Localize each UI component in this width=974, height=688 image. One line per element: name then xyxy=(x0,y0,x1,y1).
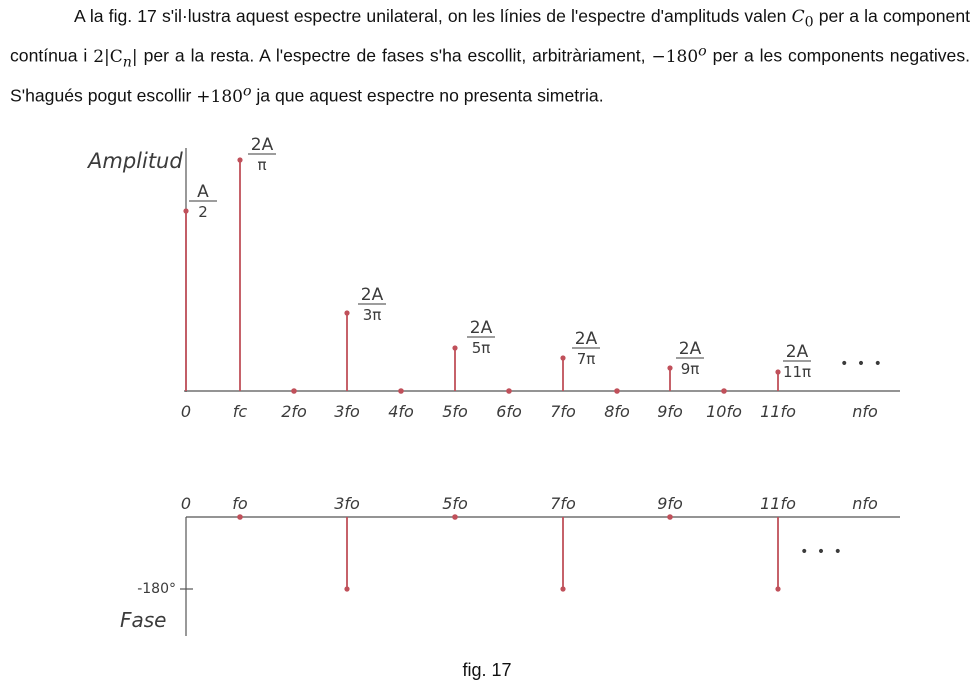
amplitude-x-tick-label: 9fo xyxy=(657,402,683,421)
phase-x-tick-label: 0 xyxy=(180,494,192,513)
amplitude-label-numerator: 2A xyxy=(360,285,384,305)
amplitude-label-denominator: 5π xyxy=(471,339,491,357)
text-part-2: per a la component contínua i xyxy=(10,6,970,67)
phase-x-tick-label: 3fo xyxy=(334,494,360,513)
phase-stem-dot xyxy=(344,586,349,591)
amplitude-x-tick-label: 10fo xyxy=(706,402,742,421)
phase-y-tick-label: -180° xyxy=(137,581,176,597)
phase-zero-dot xyxy=(452,514,458,520)
figure-17 xyxy=(0,120,974,640)
phase-x-tick-label: 7fo xyxy=(550,494,576,513)
amplitude-label-numerator: 2A xyxy=(785,342,809,362)
minus-180-degree: o xyxy=(698,43,707,60)
amplitude-label-denominator: 2 xyxy=(198,203,208,221)
amplitude-label-numerator: A xyxy=(197,182,209,202)
amplitude-stem-dot xyxy=(775,369,780,374)
c0-subscript: 0 xyxy=(804,14,814,31)
amplitude-x-tick-label: 4fo xyxy=(388,402,414,421)
amplitude-zero-dot xyxy=(398,388,404,394)
amplitude-stem-dot xyxy=(344,310,349,315)
phase-x-tick-label: nfo xyxy=(852,494,878,513)
c0-symbol xyxy=(791,7,814,31)
phase-zero-dot xyxy=(667,514,673,520)
paragraph xyxy=(10,2,970,112)
plus-180-degree: o xyxy=(242,83,252,100)
phase-axis-label: Fase xyxy=(120,608,167,632)
amplitude-x-tick-label: fc xyxy=(232,402,248,421)
phase-x-tick-label: fo xyxy=(232,494,248,513)
c0-letter: C xyxy=(791,7,805,27)
amplitude-label-denominator: 9π xyxy=(680,360,700,378)
phase-x-tick-label: 5fo xyxy=(442,494,468,513)
paragraph-text xyxy=(10,2,970,112)
amplitude-x-tick-label: 0 xyxy=(180,402,192,421)
amplitude-label-numerator: 2A xyxy=(574,329,598,349)
phase-stem-dot xyxy=(775,586,780,591)
amplitude-label-denominator: 3π xyxy=(362,306,382,324)
figure-caption: fig. 17 xyxy=(462,660,512,680)
text-part-3: per a la resta. A l'espectre de fases s'ha escollit, arbitràriament, xyxy=(137,46,652,67)
cn-suffix: | xyxy=(131,47,138,68)
minus-180-value: −180 xyxy=(651,47,699,68)
amplitude-label-numerator: 2A xyxy=(250,135,274,155)
phase-x-tick-label: 9fo xyxy=(657,494,683,513)
amplitude-stem-dot xyxy=(560,355,565,360)
text-part-1: A la fig. 17 s'il·lustra aquest espectre unilateral, on les línies de l'espectre d'amplituds valen xyxy=(74,6,792,26)
amplitude-x-tick-label: nfo xyxy=(852,402,878,421)
phase-x-tick-label: 11fo xyxy=(760,494,796,513)
cn-subscript: n xyxy=(122,54,132,71)
amplitude-label-denominator: 11π xyxy=(782,363,812,381)
amplitude-label-denominator: 7π xyxy=(576,350,596,368)
amplitude-label-numerator: 2A xyxy=(469,318,493,338)
minus-180-symbol xyxy=(651,43,707,68)
amplitude-axis-label: Amplitud xyxy=(88,149,183,173)
amplitude-x-tick-label: 11fo xyxy=(760,402,796,421)
amplitude-x-tick-label: 5fo xyxy=(442,402,468,421)
amplitude-stem-dot xyxy=(452,345,457,350)
cn-symbol xyxy=(93,47,138,71)
plus-180-value: +180 xyxy=(196,87,243,108)
text-part-5: ja que aquest espectre no presenta simetria. xyxy=(251,86,604,107)
ellipsis-icon: • • • xyxy=(800,544,844,560)
amplitude-x-tick-label: 8fo xyxy=(604,402,630,421)
amplitude-x-tick-label: 3fo xyxy=(334,402,360,421)
amplitude-x-tick-label: 2fo xyxy=(281,402,307,421)
amplitude-x-tick-label: 7fo xyxy=(550,402,576,421)
amplitude-stem-dot xyxy=(183,208,188,213)
amplitude-stem-dot xyxy=(237,157,242,162)
ellipsis-icon: • • • xyxy=(840,356,884,372)
amplitude-stem-dot xyxy=(667,365,672,370)
amplitude-x-tick-label: 6fo xyxy=(496,402,522,421)
phase-zero-dot xyxy=(237,514,243,520)
phase-stem-dot xyxy=(560,586,565,591)
amplitude-label-denominator: π xyxy=(257,156,267,174)
amplitude-zero-dot xyxy=(506,388,512,394)
text-part-4: per a les components negatives. S'hagués pogut escollir xyxy=(10,46,971,107)
amplitude-zero-dot xyxy=(721,388,727,394)
amplitude-zero-dot xyxy=(291,388,297,394)
amplitude-label-numerator: 2A xyxy=(678,339,702,359)
plus-180-symbol xyxy=(196,83,252,108)
spectrum-figure xyxy=(0,120,974,640)
cn-prefix: 2|C xyxy=(93,47,123,68)
amplitude-zero-dot xyxy=(614,388,620,394)
